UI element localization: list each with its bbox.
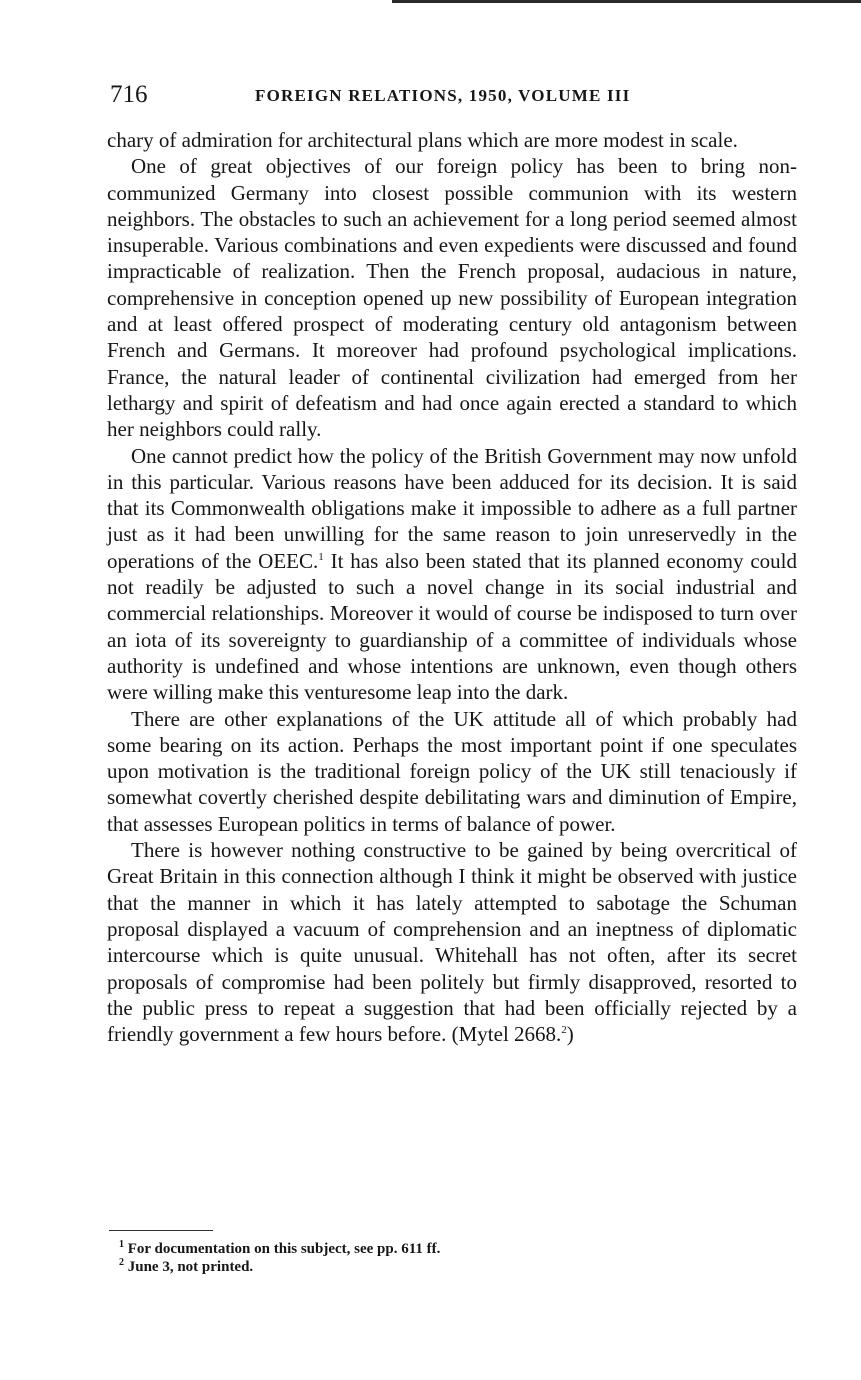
footnote-1-marker: 1 — [119, 1239, 124, 1250]
footnote-2-text: June 3, not printed. — [124, 1259, 254, 1275]
running-head: FOREIGN RELATIONS, 1950, VOLUME III — [255, 86, 631, 105]
footnote-1-text: For documentation on this subject, see pp. 611 ff. — [124, 1241, 441, 1257]
paragraph-3 — [107, 443, 797, 706]
paragraph-5-text-b: ) — [566, 1022, 574, 1047]
paragraph-5-text-a: There is however nothing constructive to be gained by being overcritical of Great Britain in this connection although I think it might be observed with justice that the manner in which it has lately attempted to sabotage the Schuman proposal displayed a vacuum of comprehension and an ineptness of diplomatic intercourse which is quite unusual. Whitehall has not often, after its secret proposals of compromise had been politely but firmly disapproved, resorted to the public press to repeat a suggestion that had been officially rejected by a friendly government a few hours before. (Mytel 2668. — [107, 838, 797, 1047]
footnote-2 — [119, 1258, 759, 1276]
paragraph-1: chary of admiration for architectural plans which are more modest in scale. — [107, 128, 738, 152]
footnote-ref-1[interactable]: 1 — [318, 550, 324, 563]
paragraph-2: One of great objectives of our foreign policy has been to bring non-communized Germany into closest possible communion with its western neighbors. The obstacles to such an achievement for a long period seemed almost insuperable. Various combinations and even expedients were discussed and found impracticable of realization. Then the French proposal, audacious in nature, comprehensive in conception opened up new possibility of European integration and at least offered prospect of moderating century old antagonism between French and Germans. It moreover had profound psychological implications. France, the natural leader of continental civilization had emerged from her lethargy and spirit of defeatism and had once again erected a standard to which her neighbors could rally. — [107, 154, 797, 442]
footnote-divider — [109, 1230, 213, 1231]
top-edge-rule — [392, 0, 861, 3]
footnotes — [119, 1240, 759, 1276]
paragraph-3-text-b: It has also been stated that its planned economy could not readily be adjusted to such a novel change in its social industrial and commercial relationships. Moreover it would of course be indisposed to turn over an iota of its sovereignty to guardianship of a committee of individuals whose authority is undefined and whose intentions are unknown, even though others were willing make this venturesome leap into the dark. — [107, 548, 797, 705]
footnote-2-marker: 2 — [119, 1257, 124, 1268]
body-text — [107, 127, 797, 1047]
page-header — [110, 80, 800, 110]
page-number: 716 — [110, 81, 148, 108]
footnote-1 — [119, 1240, 759, 1258]
paragraph-3-text-a: One cannot predict how the policy of the British Government may now unfold in this particular. Various reasons have been adduced for its decision. It is said that its Commonwealth obligations make it impossible to adhere as a full partner just as it had been unwilling for the same reason to join unreservedly in the operations of the OEEC. — [107, 443, 797, 573]
paragraph-5 — [107, 837, 797, 1047]
footnote-ref-2[interactable]: 2 — [561, 1024, 567, 1037]
paragraph-4: There are other explanations of the UK attitude all of which probably had some bearing on its action. Perhaps the most important point if one speculates upon motivation is the traditional foreign policy of the UK still tenaciously if somewhat covertly cherished despite debilitating wars and diminution of Empire, that assesses European politics in terms of balance of power. — [107, 706, 797, 836]
